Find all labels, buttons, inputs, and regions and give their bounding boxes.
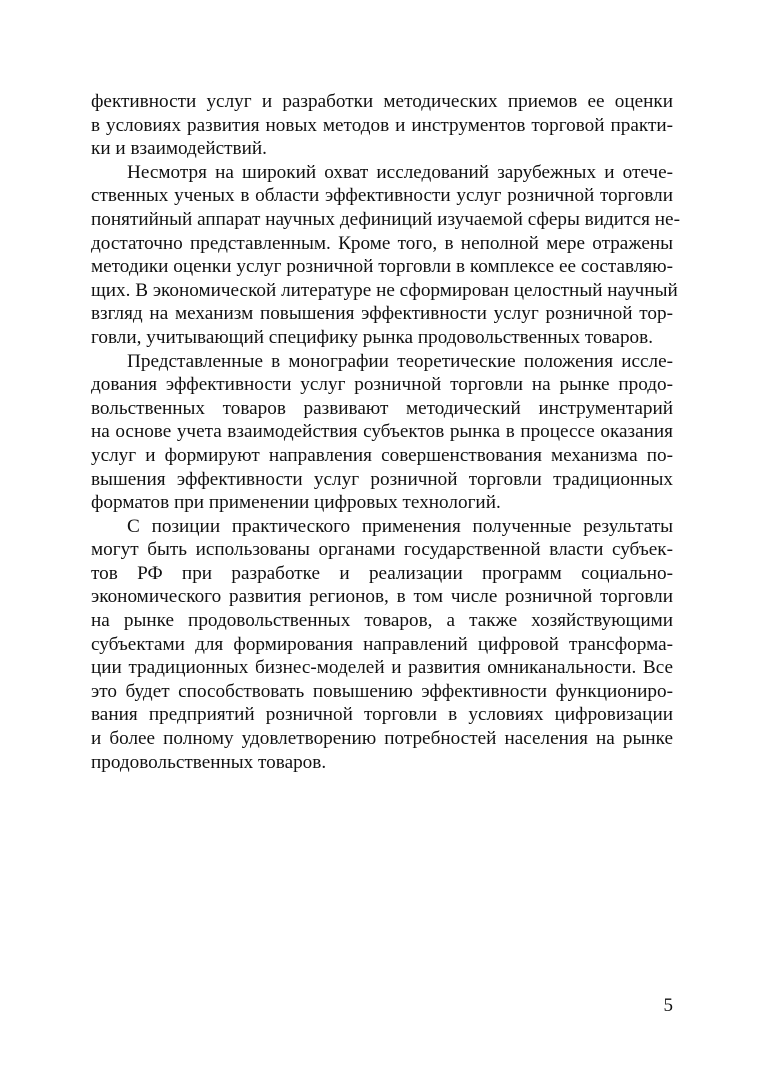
- text-line: Представленные в монографии теоретические положения иссле-: [127, 350, 673, 372]
- text-line: тов РФ при разработке и реализации программ социально-: [91, 562, 673, 584]
- text-line: С позиции практического применения полученные результаты: [127, 515, 673, 537]
- text-line: в условиях развития новых методов и инструментов торговой практи-: [91, 114, 673, 136]
- text-line: это будет способствовать повышению эффективности функциониро-: [91, 680, 673, 702]
- text-line: услуг и формируют направления совершенствования механизма по-: [91, 444, 673, 466]
- text-line: ки и взаимодействий.: [91, 138, 267, 160]
- text-line: ственных ученых в области эффективности услуг розничной торговли: [91, 185, 673, 207]
- text-line: взгляд на механизм повышения эффективности услуг розничной тор-: [91, 303, 673, 325]
- text-line: и более полному удовлетворению потребностей населения на рынке: [91, 728, 673, 750]
- text-line: Несмотря на широкий охват исследований зарубежных и отече-: [127, 161, 673, 183]
- text-line: продовольственных товаров.: [91, 751, 327, 773]
- text-line: экономического развития регионов, в том числе розничной торговли: [91, 586, 673, 608]
- text-line: достаточно представленным. Кроме того, в неполной мере отражены: [91, 232, 673, 254]
- text-line: щих. В экономической литературе не сформирован целостный научный: [91, 279, 678, 301]
- text-line: могут быть использованы органами государственной власти субъек-: [91, 539, 673, 561]
- paragraph-4: [91, 515, 673, 775]
- page-body-text: [91, 90, 680, 774]
- text-line: методики оценки услуг розничной торговли в комплексе ее составляю-: [91, 256, 673, 278]
- text-line: форматов при применении цифровых технологий.: [91, 492, 501, 514]
- text-line: на основе учета взаимодействия субъектов рынка в процессе оказания: [91, 421, 673, 443]
- text-line: субъектами для формирования направлений цифровой трансформа-: [91, 633, 673, 655]
- page-number: 5: [663, 995, 673, 1016]
- text-line: вания предприятий розничной торговли в условиях цифровизации: [91, 704, 673, 726]
- paragraph-3: [91, 350, 673, 515]
- text-line: ции традиционных бизнес-моделей и развития омниканальности. Все: [91, 657, 673, 679]
- text-line: говли, учитывающий специфику рынка продовольственных товаров.: [91, 326, 653, 348]
- text-line: фективности услуг и разработки методических приемов ее оценки: [91, 91, 673, 112]
- paragraph-2: [91, 161, 680, 350]
- text-line: на рынке продовольственных товаров, а также хозяйствующими: [91, 610, 673, 632]
- text-line: вольственных товаров развивают методический инструментарий: [91, 397, 673, 419]
- paragraph-1: [91, 90, 673, 161]
- text-line: понятийный аппарат научных дефиниций изучаемой сферы видится не-: [91, 208, 680, 230]
- text-line: дования эффективности услуг розничной торговли на рынке продо-: [91, 374, 673, 396]
- text-line: вышения эффективности услуг розничной торговли традиционных: [91, 468, 673, 490]
